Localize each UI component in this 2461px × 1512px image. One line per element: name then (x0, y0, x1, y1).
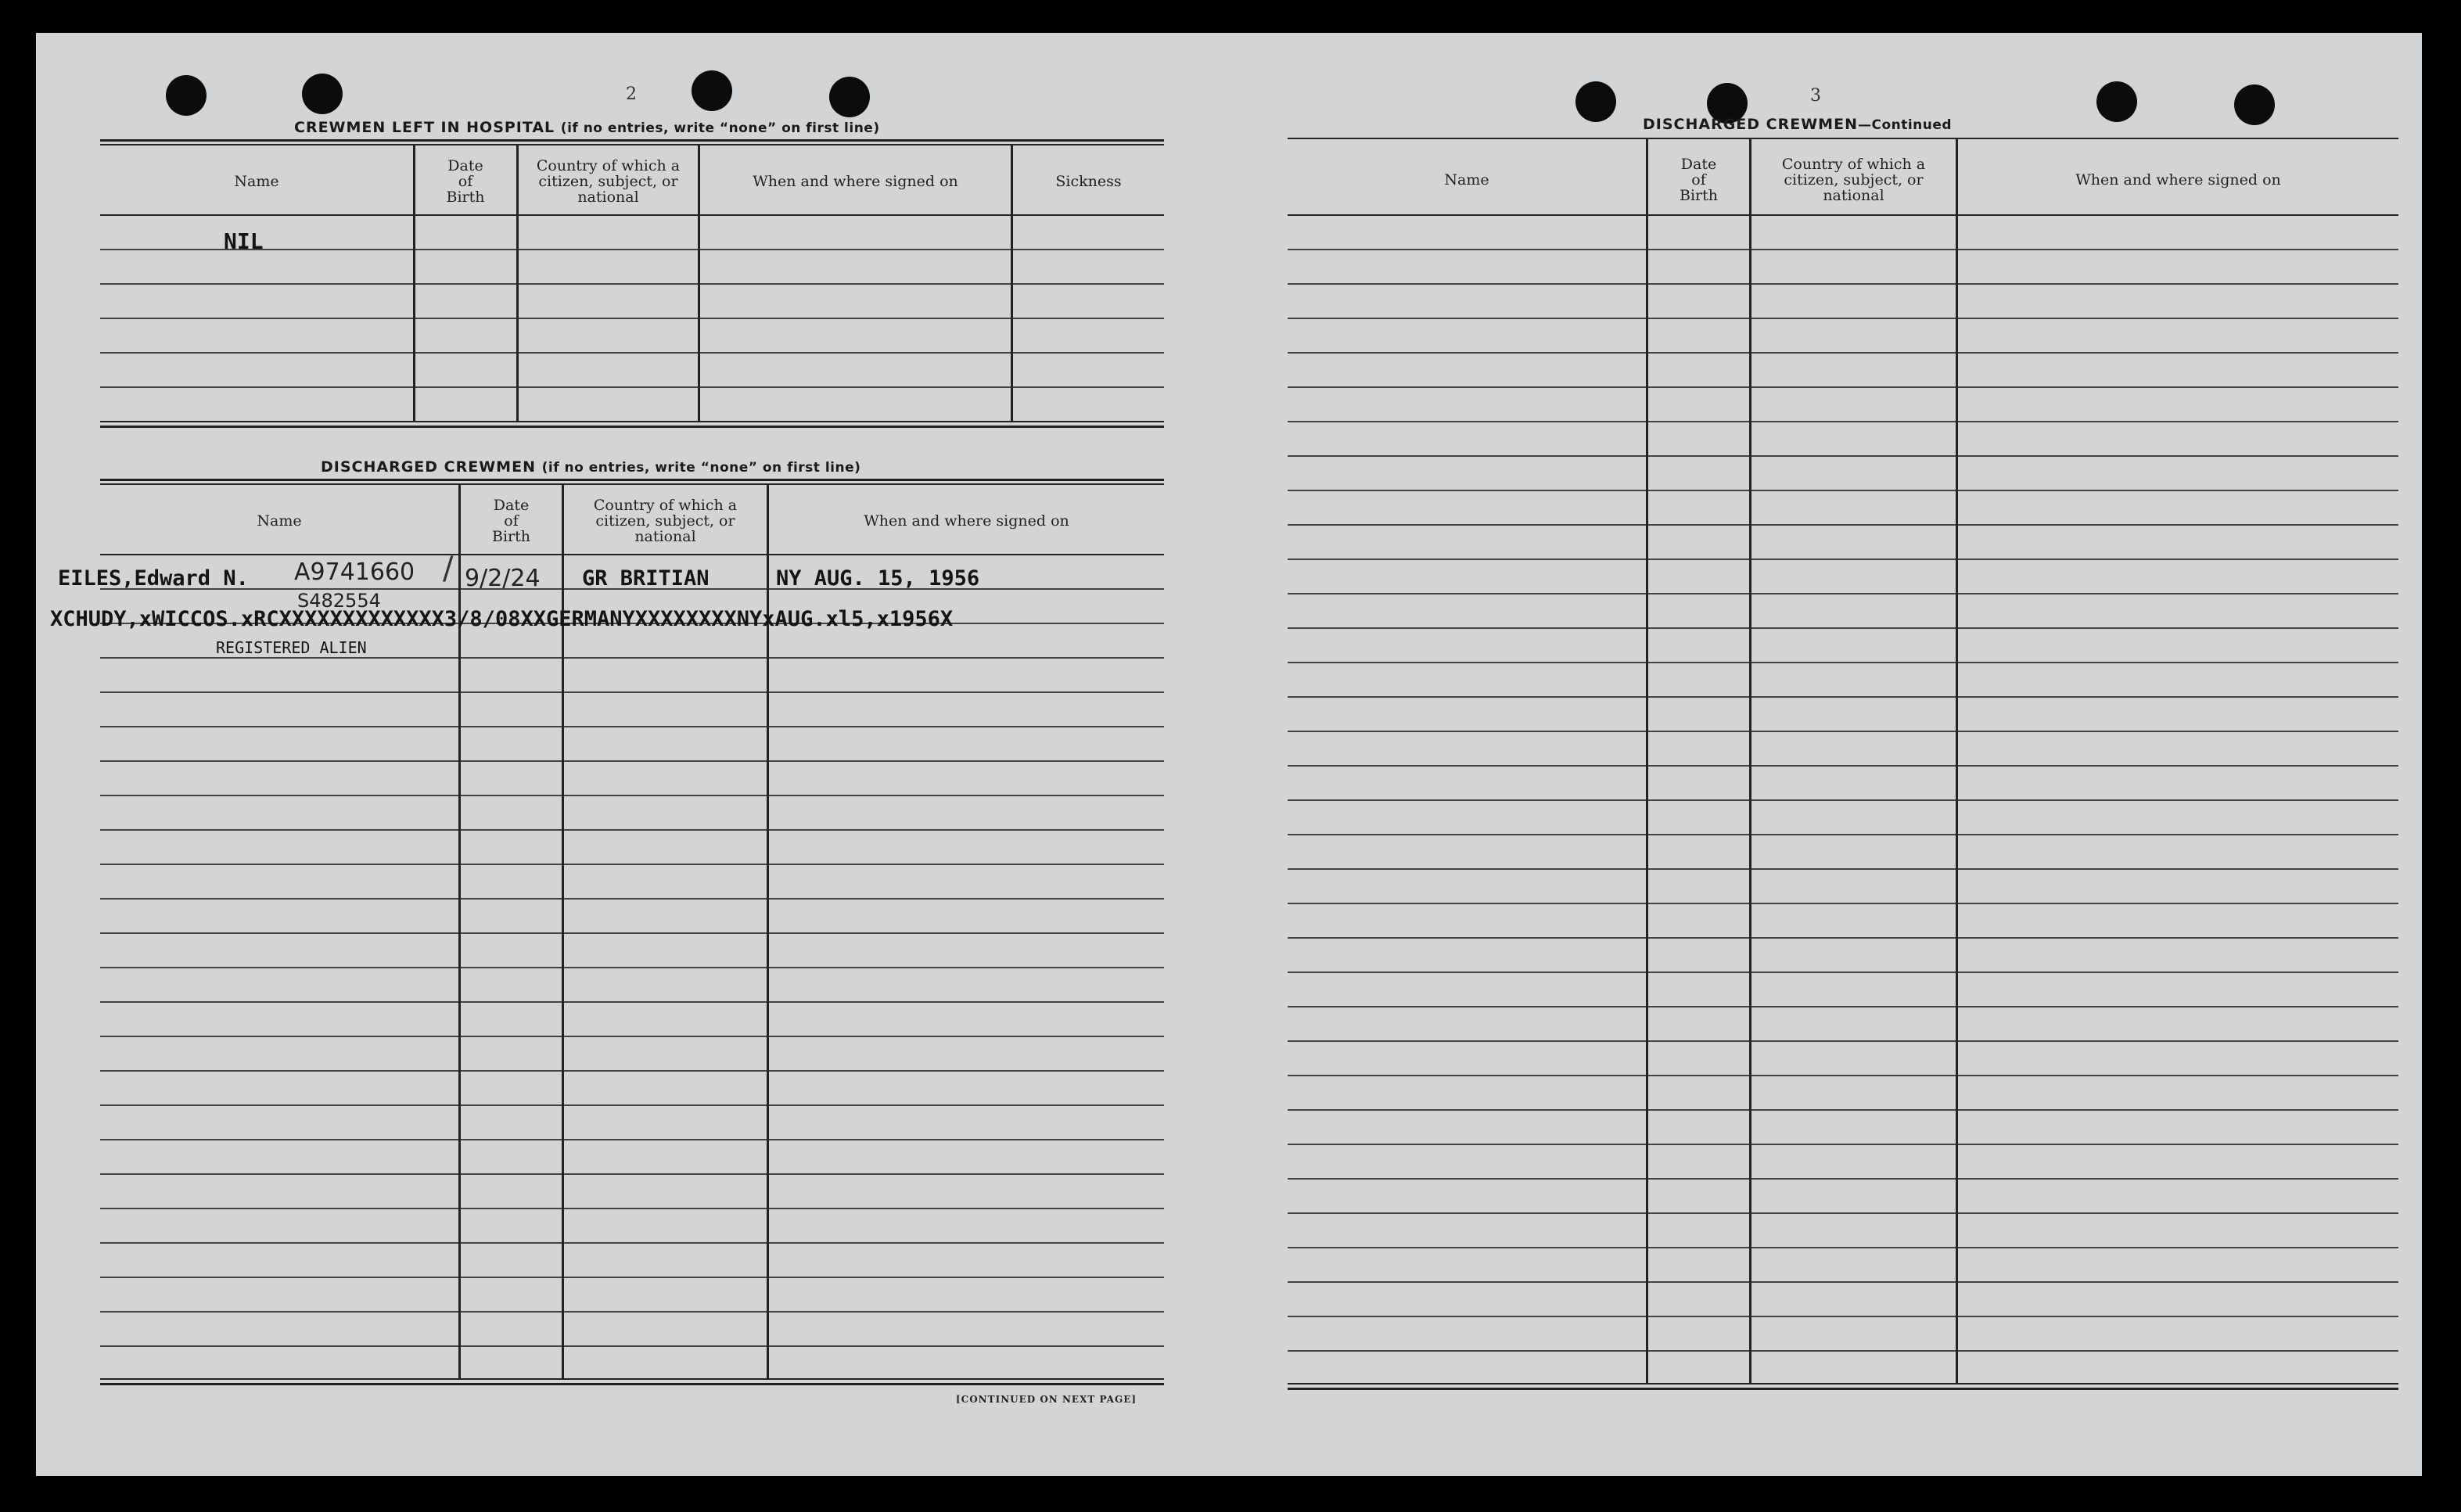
manifest-sheet (36, 33, 2422, 1476)
ruled-line (1288, 421, 2398, 422)
ruled-line (1288, 1178, 2398, 1180)
discharged-title-text: DISCHARGED CREWMEN (321, 458, 536, 476)
right-header-dob: Date of Birth (1680, 156, 1718, 204)
ruled-line (1288, 1247, 2398, 1248)
struck-through-entry: XCHUDY,xWICCOS.xRCXXXXXXXXXXXXX3/8/08XXGERMANYXXXXXXXXNYxAUG.xl5,x1956X (50, 607, 954, 631)
right-header-signed: When and where signed on (2075, 171, 2281, 189)
registered-alien-note: REGISTERED ALIEN (216, 638, 367, 657)
ruled-line (1288, 937, 2398, 939)
hospital-bottom-rule (100, 421, 1164, 422)
ruled-line (1288, 971, 2398, 973)
page-number-left: 2 (626, 84, 637, 104)
hospital-title-text: CREWMEN LEFT IN HOSPITAL (294, 119, 555, 136)
ruled-line (1288, 1075, 2398, 1076)
ruled-line (100, 795, 1164, 796)
ruled-line (100, 864, 1164, 865)
ruled-line (1288, 696, 2398, 698)
ruled-line (1288, 490, 2398, 491)
ruled-line (1288, 1144, 2398, 1145)
discharged-header-dob: Date of Birth (492, 497, 530, 545)
discharged-title-note: (if no entries, write “none” on first line) (541, 460, 861, 476)
discharged-section-title (321, 458, 860, 476)
ruled-line (100, 1208, 1164, 1209)
ruled-line (100, 726, 1164, 727)
ruled-line (100, 1345, 1164, 1347)
right-header-rule (1288, 214, 2398, 216)
ruled-line (1288, 799, 2398, 801)
ruled-line (100, 829, 1164, 831)
hospital-header-signed: When and where signed on (753, 173, 958, 190)
discharged-continued-title-text: DISCHARGED CREWMEN (1643, 116, 1858, 133)
page-number-right: 3 (1810, 86, 1821, 106)
ruled-line (1288, 283, 2398, 285)
ruled-line (100, 1173, 1164, 1175)
ruled-line (100, 657, 1164, 659)
ruled-line (1288, 731, 2398, 732)
punch-hole (2096, 81, 2137, 122)
ruled-line (1288, 1040, 2398, 1042)
hospital-top-rule (100, 139, 1164, 142)
ruled-line (1288, 558, 2398, 560)
ruled-line (1288, 1006, 2398, 1007)
ruled-line (100, 1139, 1164, 1140)
ruled-line (100, 760, 1164, 762)
punch-hole (166, 75, 207, 116)
discharged-header-country: Country of which a citizen, subject, or national (593, 497, 738, 545)
punch-hole (2234, 84, 2275, 125)
hospital-section-title (294, 119, 880, 136)
hospital-title-note: (if no entries, write “none” on first line) (560, 120, 880, 136)
ruled-line (100, 932, 1164, 934)
ruled-line (1288, 318, 2398, 319)
crewman-signed-on: NY AUG. 15, 1956 (776, 566, 980, 591)
ruled-line (1288, 903, 2398, 904)
discharged-bottom-rule (100, 1378, 1164, 1380)
ruled-line (1288, 1109, 2398, 1111)
ruled-line (100, 1070, 1164, 1072)
punch-hole (829, 77, 870, 117)
discharged-header-name: Name (257, 512, 302, 530)
punch-hole (302, 74, 343, 114)
right-col-divider (1956, 139, 1958, 1385)
hospital-header-rule (100, 214, 1164, 216)
ruled-line (1288, 593, 2398, 594)
ruled-line (1288, 765, 2398, 767)
hospital-top-rule-2 (100, 144, 1164, 145)
ruled-line (100, 318, 1164, 319)
right-header-country: Country of which a citizen, subject, or national (1781, 156, 1926, 204)
ruled-line (1288, 627, 2398, 629)
ruled-line (100, 1001, 1164, 1003)
crewman-country: GR BRITIAN (582, 566, 710, 591)
ruled-line (1288, 868, 2398, 870)
right-bottom-rule-2 (1288, 1388, 2398, 1390)
alien-registration-number: A9741660 (294, 558, 415, 586)
ruled-line (100, 967, 1164, 968)
discharged-header-signed: When and where signed on (864, 512, 1069, 530)
right-col-divider (1646, 139, 1648, 1385)
ruled-line (1288, 455, 2398, 457)
ruled-line (100, 898, 1164, 900)
right-header-name: Name (1444, 171, 1489, 189)
ruled-line (1288, 662, 2398, 663)
ruled-line (1288, 249, 2398, 250)
ruled-line (1288, 1316, 2398, 1317)
right-col-divider (1749, 139, 1751, 1385)
punch-hole (1575, 81, 1616, 122)
ruled-line (1288, 834, 2398, 835)
ruled-line (100, 1104, 1164, 1106)
ruled-line (100, 352, 1164, 354)
hospital-header-dob: Date of Birth (446, 157, 485, 206)
punch-hole (692, 70, 732, 111)
ruled-line (100, 1242, 1164, 1244)
ruled-line (1288, 1350, 2398, 1352)
hospital-header-name: Name (234, 173, 279, 190)
ruled-line (1288, 1281, 2398, 1283)
ruled-line (100, 1311, 1164, 1313)
discharged-top-rule-2 (100, 483, 1164, 485)
ruled-line (1288, 1212, 2398, 1214)
right-bottom-rule (1288, 1383, 2398, 1385)
hospital-entry-nil: NIL (224, 228, 264, 254)
ruled-line (1288, 352, 2398, 354)
ruled-line (100, 386, 1164, 388)
seaman-number: S482554 (297, 590, 381, 612)
ruled-line (100, 1277, 1164, 1278)
ruled-line (1288, 386, 2398, 388)
hospital-header-country: Country of which a citizen, subject, or national (536, 157, 681, 206)
right-top-rule (1288, 138, 2398, 139)
continued-note: [CONTINUED ON NEXT PAGE] (956, 1394, 1137, 1405)
ruled-line (100, 283, 1164, 285)
hospital-bottom-rule-2 (100, 426, 1164, 428)
discharged-bottom-rule-2 (100, 1383, 1164, 1385)
ruled-line (1288, 524, 2398, 526)
check-mark: / (443, 551, 454, 587)
discharged-top-rule (100, 479, 1164, 481)
ruled-line (100, 691, 1164, 693)
crewman-dob: 9/2/24 (465, 565, 541, 592)
discharged-header-rule (100, 554, 1164, 555)
hospital-header-sickness: Sickness (1055, 173, 1122, 190)
discharged-continued-title (1643, 116, 1952, 133)
crewman-name: EILES,Edward N. (58, 566, 249, 591)
discharged-continued-suffix: —Continued (1857, 117, 1953, 133)
ruled-line (100, 1036, 1164, 1037)
